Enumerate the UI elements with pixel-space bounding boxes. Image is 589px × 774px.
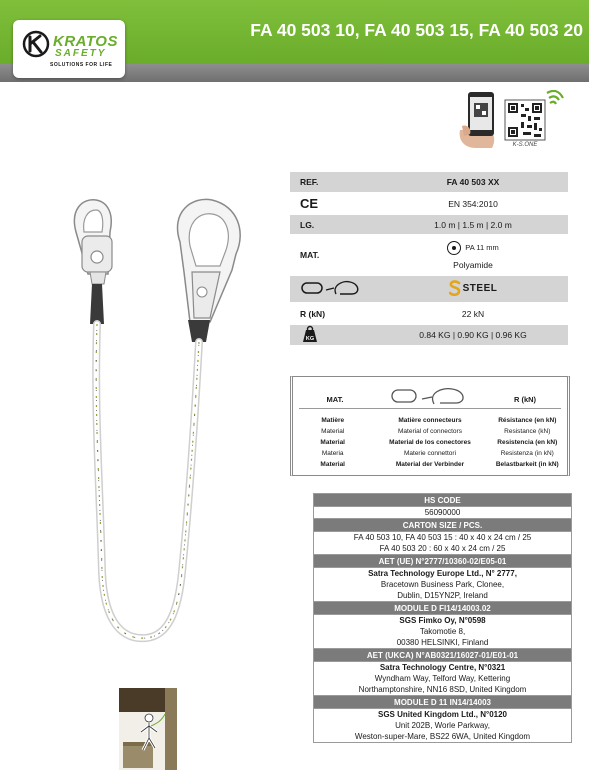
spec-row-material [290, 235, 568, 275]
carton-cell [314, 532, 572, 555]
logo-sub: SAFETY [55, 48, 107, 59]
ce-value: EN 354:2010 [378, 193, 568, 214]
connector-label-cell [290, 275, 378, 303]
module-d11-addr-1: Unit 202B, Worle Parkway, [395, 721, 490, 730]
legend-cell-c2: Material of connectors [398, 428, 462, 435]
weight-label-cell [290, 324, 378, 346]
aet-ukca-cell [314, 662, 572, 696]
carton-head: CARTON SIZE / PCS. [314, 519, 572, 532]
qr-code-icon [503, 90, 565, 148]
legend-row [293, 415, 567, 426]
weight-kg-text: KG [305, 336, 315, 342]
legend-cell-c2: Materie connettori [403, 450, 457, 457]
weight-kg-icon [300, 325, 320, 343]
spec-table [290, 172, 568, 347]
aet-ue-name: Satra Technology Europe Ltd., N° 2777, [368, 569, 517, 578]
cert-head-module-d11 [314, 696, 572, 709]
material-label: MAT. [290, 235, 378, 275]
spec-row-connector [290, 275, 568, 303]
module-d11-name: SGS United Kingdom Ltd., N°0120 [378, 710, 507, 719]
logo-name: KRATOS [53, 33, 118, 50]
hs-code-head: HS CODE [314, 494, 572, 507]
material-value: Polyamide [453, 259, 493, 270]
legend-row [293, 459, 567, 470]
spec-row-resistance [290, 303, 568, 324]
aet-ukca-name: Satra Technology Centre, N°0321 [379, 663, 506, 672]
module-d-addr-2: 00380 HELSINKI, Finland [396, 638, 489, 647]
qr-caption: K-S.ONE [512, 142, 538, 148]
ce-mark: CE [290, 193, 378, 214]
smartphone-hand-icon [456, 90, 502, 148]
cert-head-aet-ue [314, 555, 572, 568]
legend-head-mat: MAT. [326, 395, 344, 404]
cert-head-module-d [314, 602, 572, 615]
legend-box [290, 376, 570, 476]
carton-line-1: FA 40 503 10, FA 40 503 15 : 40 x 40 x 24 cm / 25 [353, 533, 532, 542]
module-d11-addr-2: Weston-super-Mare, BS22 6WA, United Kingdom [354, 732, 531, 741]
material-cell [378, 235, 568, 275]
page-title: FA 40 503 10, FA 40 503 15, FA 40 503 20 [250, 20, 583, 40]
steel-badge [449, 280, 498, 296]
legend-rows [293, 415, 567, 470]
module-d-head: MODULE D FI14/14003.02 [314, 602, 572, 615]
rope-diameter-icon [447, 241, 461, 255]
module-d-addr-1: Takomotie 8, [419, 627, 466, 636]
legend-cell-c3: Resistenza (in kN) [500, 450, 554, 457]
cert-head-carton [314, 519, 572, 532]
legend-cell-c3: Belastbarkeit (in kN) [495, 461, 559, 468]
cert-table [313, 493, 572, 743]
carton-line-2: FA 40 503 20 : 60 x 40 x 24 cm / 25 [379, 544, 506, 553]
steel-s-icon [449, 280, 461, 296]
length-value: 1.0 m | 1.5 m | 2.0 m [378, 214, 568, 235]
legend-cell-c3: Résistance (en kN) [498, 417, 557, 424]
ref-value: FA 40 503 XX [378, 172, 568, 193]
kratos-logo-icon [21, 29, 51, 59]
module-d11-head: MODULE D 11 IN14/14003 [314, 696, 572, 709]
legend-carabiner-hook-icon [388, 385, 478, 407]
spec-row-ce [290, 193, 568, 214]
spec-row-length [290, 214, 568, 235]
material-pa-line [378, 241, 568, 255]
legend-cell-c1: Matière [321, 417, 345, 424]
carabiner-hook-icon [300, 278, 364, 298]
legend-cell-c1: Material [320, 461, 345, 468]
legend-head-connector [373, 385, 493, 409]
legend-cell-c2: Matière connecteurs [398, 417, 462, 424]
legend-cell-c2: Material der Verbinder [395, 461, 465, 468]
aet-ue-addr-2: Dublin, D15YN2P, Ireland [397, 591, 488, 600]
resistance-value: 22 kN [378, 303, 568, 324]
legend-cell-c1: Material [320, 439, 345, 446]
logo-tagline: SOLUTIONS FOR LIFE [50, 62, 113, 68]
legend-head-resistance: R (kN) [513, 395, 537, 404]
legend-cell-c2: Material de los conectores [389, 439, 471, 446]
lanyard-product-image [60, 192, 260, 654]
aet-ukca-head: AET (UKCA) N°AB0321/16027-01/E01-01 [314, 649, 572, 662]
aet-ue-addr-1: Bracetown Business Park, Clonee, [380, 580, 505, 589]
length-label: LG. [290, 214, 378, 235]
module-d-cell [314, 615, 572, 649]
legend-row [293, 437, 567, 448]
legend-row [293, 448, 567, 459]
module-d-name: SGS Fimko Oy, N°0598 [399, 616, 486, 625]
legend-row [293, 426, 567, 437]
spec-row-weight [290, 324, 568, 346]
usage-illustration [119, 688, 177, 770]
resistance-label: R (kN) [290, 303, 378, 324]
aet-ue-head: AET (UE) N°2777/10360-02/E05-01 [314, 555, 572, 568]
legend-divider [299, 408, 561, 409]
legend-cell-c1: Materia [321, 450, 344, 457]
weight-value: 0.84 KG | 0.90 KG | 0.96 KG [378, 324, 568, 346]
legend-cell-c3: Resistance (kN) [504, 428, 551, 435]
legend-cell-c3: Resistencia (en kN) [497, 439, 558, 446]
module-d11-cell [314, 709, 572, 743]
connector-value-cell [378, 275, 568, 303]
aet-ue-cell [314, 568, 572, 602]
cert-head-aet-ukca [314, 649, 572, 662]
steel-label: STEEL [462, 282, 498, 294]
kratos-logo [13, 20, 125, 78]
legend-cell-c1: Material [321, 428, 345, 435]
ref-label: REF. [290, 172, 378, 193]
header [0, 0, 589, 82]
aet-ukca-addr-2: Northamptonshire, NN16 8SD, United Kingdom [358, 685, 527, 694]
cert-head-hs [314, 494, 572, 507]
hs-code-value: 56090000 [314, 507, 572, 519]
aet-ukca-addr-1: Wyndham Way, Telford Way, Kettering [374, 674, 511, 683]
material-pa: PA 11 mm [465, 242, 499, 252]
spec-row-ref [290, 172, 568, 193]
